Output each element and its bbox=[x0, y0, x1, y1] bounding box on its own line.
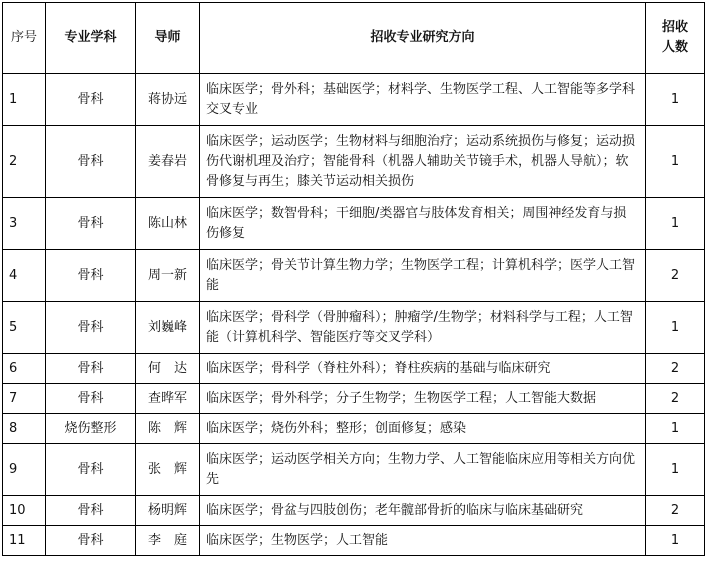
row-index: 9 bbox=[3, 444, 46, 496]
admissions-table bbox=[2, 2, 705, 556]
row-advisor: 周一新 bbox=[136, 250, 200, 302]
table-row bbox=[3, 384, 705, 414]
row-quota: 2 bbox=[646, 250, 705, 302]
table-row bbox=[3, 354, 705, 384]
table-row bbox=[3, 496, 705, 526]
row-subject: 骨科 bbox=[46, 126, 136, 198]
row-direction: 临床医学；骨科学（骨肿瘤科）；肿瘤学/生物学；材料科学与工程；人工智能（计算机科学、智能医疗等交叉学科） bbox=[200, 302, 646, 354]
table-row bbox=[3, 302, 705, 354]
row-subject: 骨科 bbox=[46, 250, 136, 302]
row-advisor: 张 辉 bbox=[136, 444, 200, 496]
row-advisor: 李 庭 bbox=[136, 526, 200, 556]
row-subject: 骨科 bbox=[46, 74, 136, 126]
row-direction: 临床医学；骨盆与四肢创伤；老年髋部骨折的临床与临床基础研究 bbox=[200, 496, 646, 526]
table-row bbox=[3, 74, 705, 126]
row-index: 5 bbox=[3, 302, 46, 354]
row-quota: 1 bbox=[646, 198, 705, 250]
row-index: 3 bbox=[3, 198, 46, 250]
row-subject: 骨科 bbox=[46, 526, 136, 556]
row-quota: 1 bbox=[646, 526, 705, 556]
row-direction: 临床医学；数智骨科；干细胞/类器官与肢体发育相关；周围神经发育与损伤修复 bbox=[200, 198, 646, 250]
header-row bbox=[3, 3, 705, 74]
header-advisor: 导师 bbox=[136, 3, 200, 74]
header-direction: 招收专业研究方向 bbox=[200, 3, 646, 74]
row-advisor: 杨明辉 bbox=[136, 496, 200, 526]
row-advisor: 刘巍峰 bbox=[136, 302, 200, 354]
row-direction: 临床医学；烧伤外科；整形；创面修复；感染 bbox=[200, 414, 646, 444]
row-index: 1 bbox=[3, 74, 46, 126]
row-subject: 骨科 bbox=[46, 496, 136, 526]
row-quota: 2 bbox=[646, 354, 705, 384]
row-direction: 临床医学；骨科学（脊柱外科）；脊柱疾病的基础与临床研究 bbox=[200, 354, 646, 384]
row-index: 11 bbox=[3, 526, 46, 556]
table-row bbox=[3, 444, 705, 496]
row-subject: 骨科 bbox=[46, 444, 136, 496]
row-direction: 临床医学；生物医学；人工智能 bbox=[200, 526, 646, 556]
row-index: 10 bbox=[3, 496, 46, 526]
row-direction: 临床医学；骨外科；基础医学；材料学、生物医学工程、人工智能等多学科交叉专业 bbox=[200, 74, 646, 126]
row-quota: 1 bbox=[646, 444, 705, 496]
row-quota: 1 bbox=[646, 74, 705, 126]
row-advisor: 陈山林 bbox=[136, 198, 200, 250]
row-advisor: 何 达 bbox=[136, 354, 200, 384]
row-subject: 骨科 bbox=[46, 384, 136, 414]
row-quota: 1 bbox=[646, 414, 705, 444]
row-subject: 骨科 bbox=[46, 302, 136, 354]
row-quota: 1 bbox=[646, 126, 705, 198]
header-subject: 专业学科 bbox=[46, 3, 136, 74]
row-direction: 临床医学；运动医学相关方向；生物力学、人工智能临床应用等相关方向优先 bbox=[200, 444, 646, 496]
row-advisor: 查晔军 bbox=[136, 384, 200, 414]
row-quota: 2 bbox=[646, 496, 705, 526]
row-advisor: 蒋协远 bbox=[136, 74, 200, 126]
table-row bbox=[3, 414, 705, 444]
table-row bbox=[3, 250, 705, 302]
header-index: 序号 bbox=[3, 3, 46, 74]
table-row bbox=[3, 126, 705, 198]
row-index: 4 bbox=[3, 250, 46, 302]
row-direction: 临床医学；骨外科学；分子生物学；生物医学工程；人工智能大数据 bbox=[200, 384, 646, 414]
row-index: 6 bbox=[3, 354, 46, 384]
row-direction: 临床医学；骨关节计算生物力学；生物医学工程；计算机科学；医学人工智能 bbox=[200, 250, 646, 302]
row-quota: 2 bbox=[646, 384, 705, 414]
table-row bbox=[3, 198, 705, 250]
row-subject: 骨科 bbox=[46, 198, 136, 250]
table-row bbox=[3, 526, 705, 556]
row-index: 8 bbox=[3, 414, 46, 444]
header-quota: 招收人数 bbox=[646, 3, 705, 74]
row-quota: 1 bbox=[646, 302, 705, 354]
row-index: 7 bbox=[3, 384, 46, 414]
row-direction: 临床医学；运动医学；生物材料与细胞治疗；运动系统损伤与修复；运动损伤代谢机理及治疗；智能骨科（机器人辅助关节镜手术，机器人导航）；软骨修复与再生；膝关节运动相关损伤 bbox=[200, 126, 646, 198]
row-advisor: 陈 辉 bbox=[136, 414, 200, 444]
row-index: 2 bbox=[3, 126, 46, 198]
row-subject: 骨科 bbox=[46, 354, 136, 384]
row-subject: 烧伤整形 bbox=[46, 414, 136, 444]
row-advisor: 姜春岩 bbox=[136, 126, 200, 198]
